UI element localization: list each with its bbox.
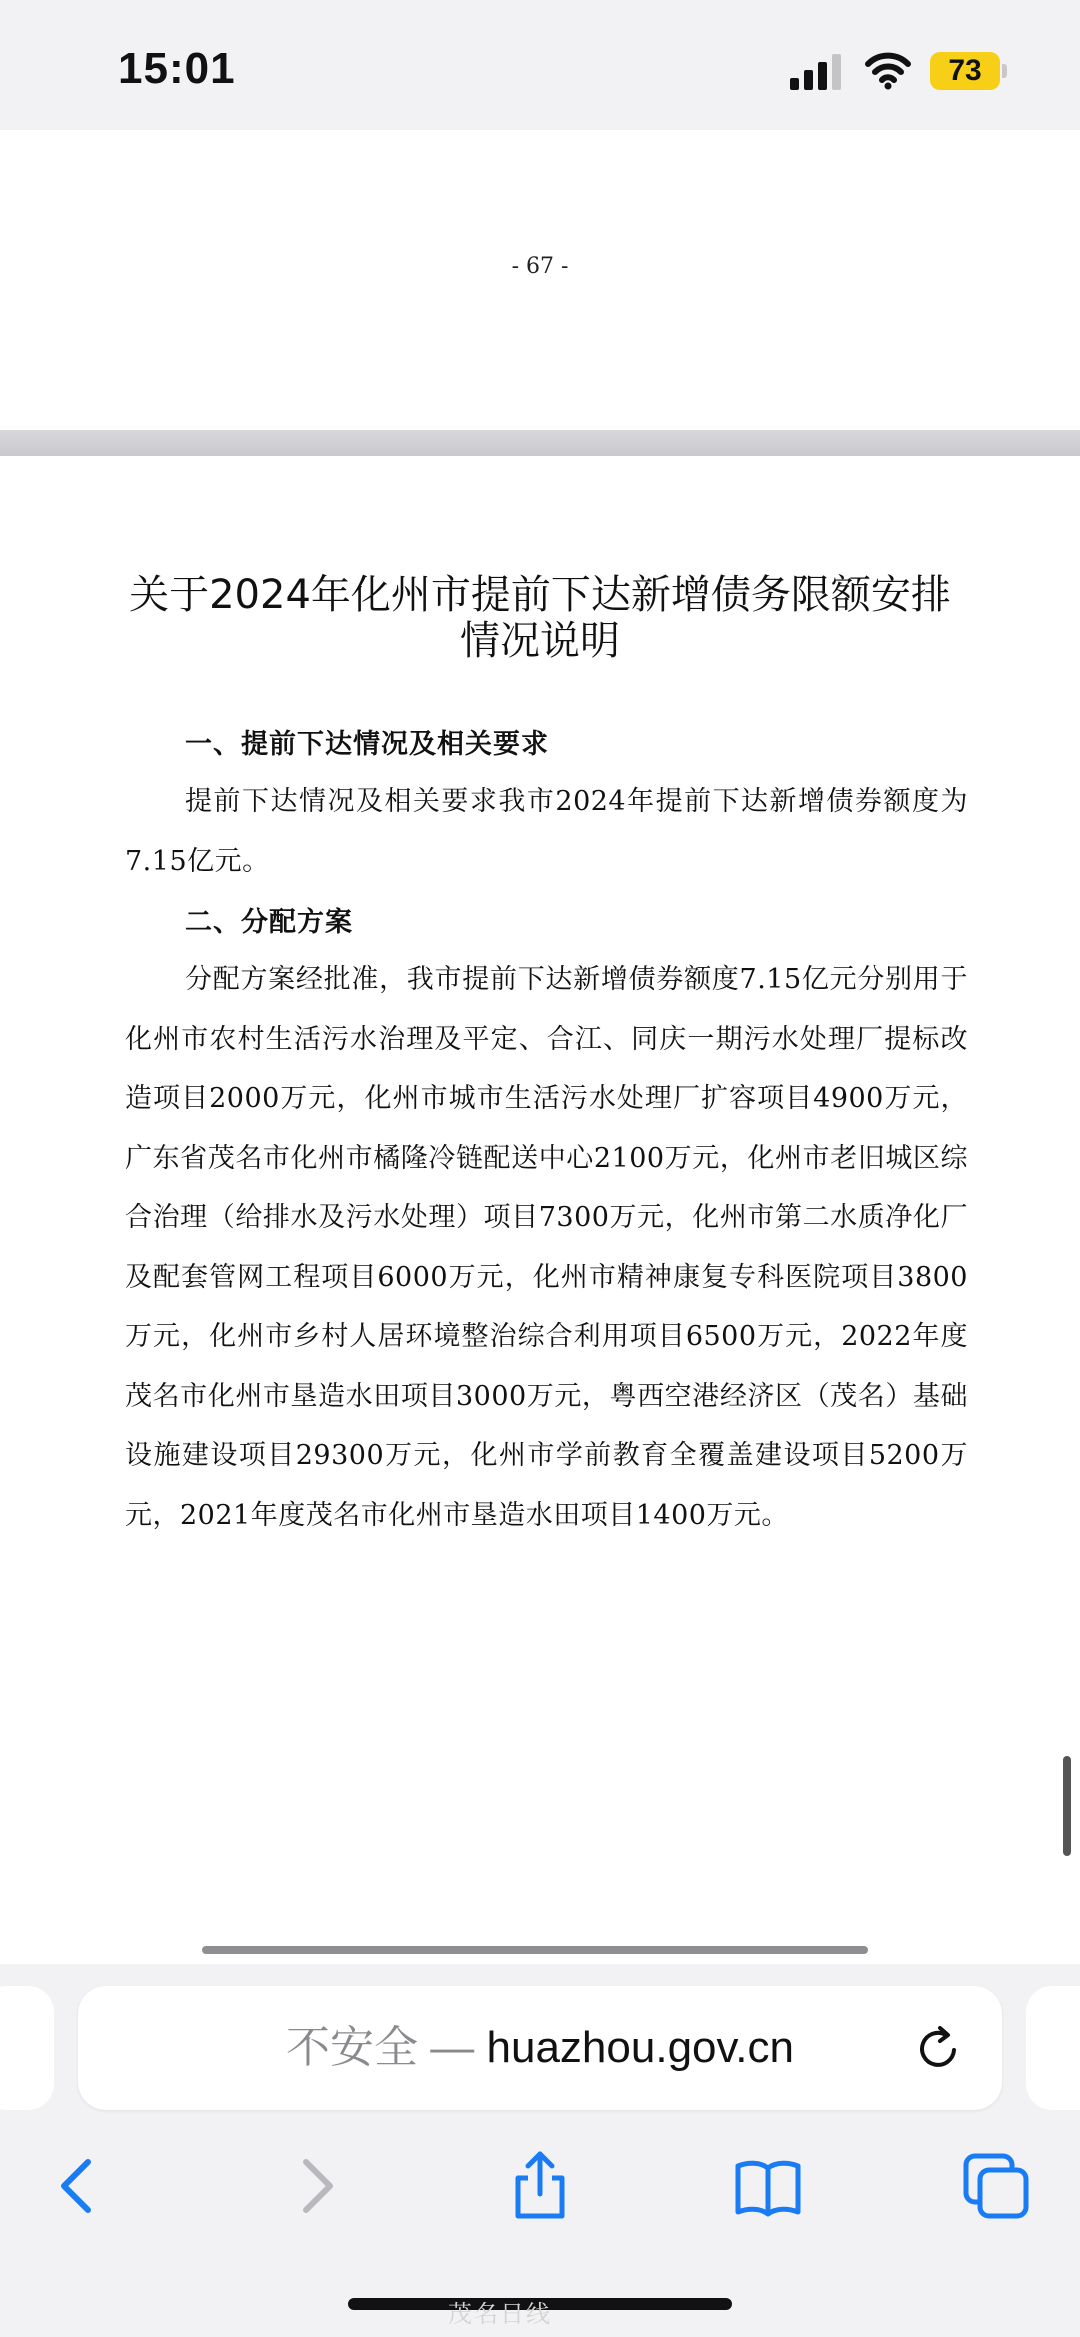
address-domain: huazhou.gov.cn: [486, 2023, 794, 2072]
security-label: 不安全 —: [286, 2023, 475, 2072]
status-time: 15:01: [118, 44, 236, 93]
wifi-icon: [864, 50, 912, 90]
section-paragraph: 提前下达情况及相关要求我市2024年提前下达新增债券额度为7.15亿元。: [125, 786, 968, 877]
section-heading: 一、提前下达情况及相关要求: [185, 729, 549, 760]
reload-icon[interactable]: [910, 2020, 966, 2076]
address-text: [78, 1986, 1002, 2110]
tabs-icon[interactable]: [960, 2150, 1032, 2222]
bookmarks-icon[interactable]: [732, 2150, 804, 2222]
forward-arrow-icon[interactable]: [278, 2150, 350, 2222]
back-arrow-icon[interactable]: [44, 2150, 116, 2222]
page-separator: [0, 430, 1080, 456]
watermark: 茂名日线: [448, 2300, 552, 2328]
next-tab-preview[interactable]: [1026, 1986, 1080, 2110]
previous-tab-preview[interactable]: [0, 1986, 54, 2110]
battery-level: 73: [948, 54, 982, 87]
section-heading: 二、分配方案: [185, 907, 353, 938]
battery-indicator: [930, 52, 1006, 90]
document-title: 关于2024年化州市提前下达新增债务限额安排情况说明: [129, 572, 951, 664]
cellular-signal-icon: [790, 54, 846, 90]
previous-page: [0, 130, 1080, 430]
scroll-indicator[interactable]: [1063, 1756, 1071, 1856]
page-number: - 67 -: [511, 254, 569, 279]
content-scroll-bar: [202, 1946, 868, 1954]
address-bar[interactable]: [78, 1986, 1002, 2110]
share-icon[interactable]: [504, 2150, 576, 2222]
battery-tip: [1002, 64, 1007, 78]
section-paragraph: 分配方案经批准，我市提前下达新增债券额度7.15亿元分别用于化州市农村生活污水治理及平定、合江、同庆一期污水处理厂提标改造项目2000万元，化州市城市生活污水处理厂扩容项目4900万元，广东省茂名市化州市橘隆冷链配送中心2100万元，化州市老旧城区综合治理（给排水及污水处理）项目7300万元，化州市第二水质净化厂及配套管网工程项目6000万元，化州市精神康复专科医院项目3800万元，化州市乡村人居环境整治综合利用项目6500万元，2022年度茂名市化州市垦造水田项目3000万元，粤西空港经济区（茂名）基础设施建设项目29300万元，化州市学前教育全覆盖建设项目5200万元，2021年度茂名市化州市垦造水田项目1400万元。: [125, 964, 968, 1531]
status-bar: [0, 0, 1080, 130]
